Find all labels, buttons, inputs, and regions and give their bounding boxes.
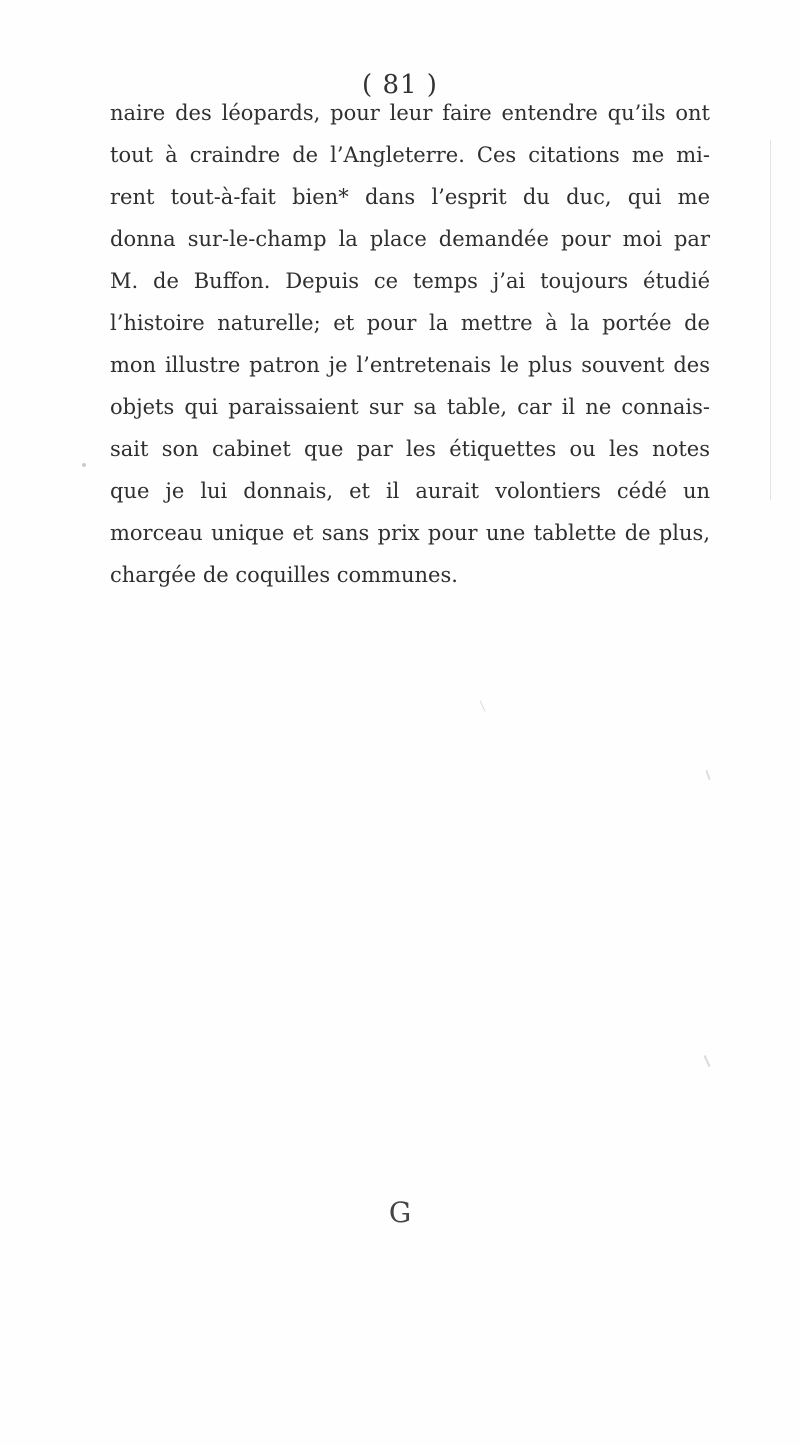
body-paragraph [110, 92, 710, 596]
paper-fold-mark [770, 140, 771, 500]
paper-speck [705, 770, 710, 780]
signature-mark: G [388, 1196, 412, 1229]
text-line: rent tout-à-fait bien* dans l’esprit du duc, qui me [110, 185, 710, 209]
text-line: naire des léopards, pour leur faire entendre qu’ils ont [110, 101, 710, 125]
text-line: que je lui donnais, et il aurait volontiers cédé un [110, 479, 710, 503]
text-line: l’histoire naturelle; et pour la mettre à la portée de [110, 311, 710, 335]
text-line: morceau unique et sans prix pour une tablette de plus, [110, 521, 710, 545]
text-line: donna sur-le-champ la place demandée pour moi par [110, 227, 710, 251]
text-line: objets qui paraissaient sur sa table, car il ne connais- [110, 395, 710, 419]
text-line: M. de Buffon. Depuis ce temps j’ai toujours étudié [110, 269, 710, 293]
text-line: sait son cabinet que par les étiquettes ou les notes [110, 437, 710, 461]
page-number: ( 81 ) [362, 70, 438, 100]
text-line-last: chargée de coquilles communes. [110, 563, 458, 587]
paper-speck [82, 463, 86, 467]
text-line: mon illustre patron je l’entretenais le plus souvent des [110, 353, 710, 377]
paper-speck [480, 700, 486, 711]
paper-speck [704, 1055, 711, 1067]
text-line: tout à craindre de l’Angleterre. Ces citations me mi- [110, 143, 710, 167]
